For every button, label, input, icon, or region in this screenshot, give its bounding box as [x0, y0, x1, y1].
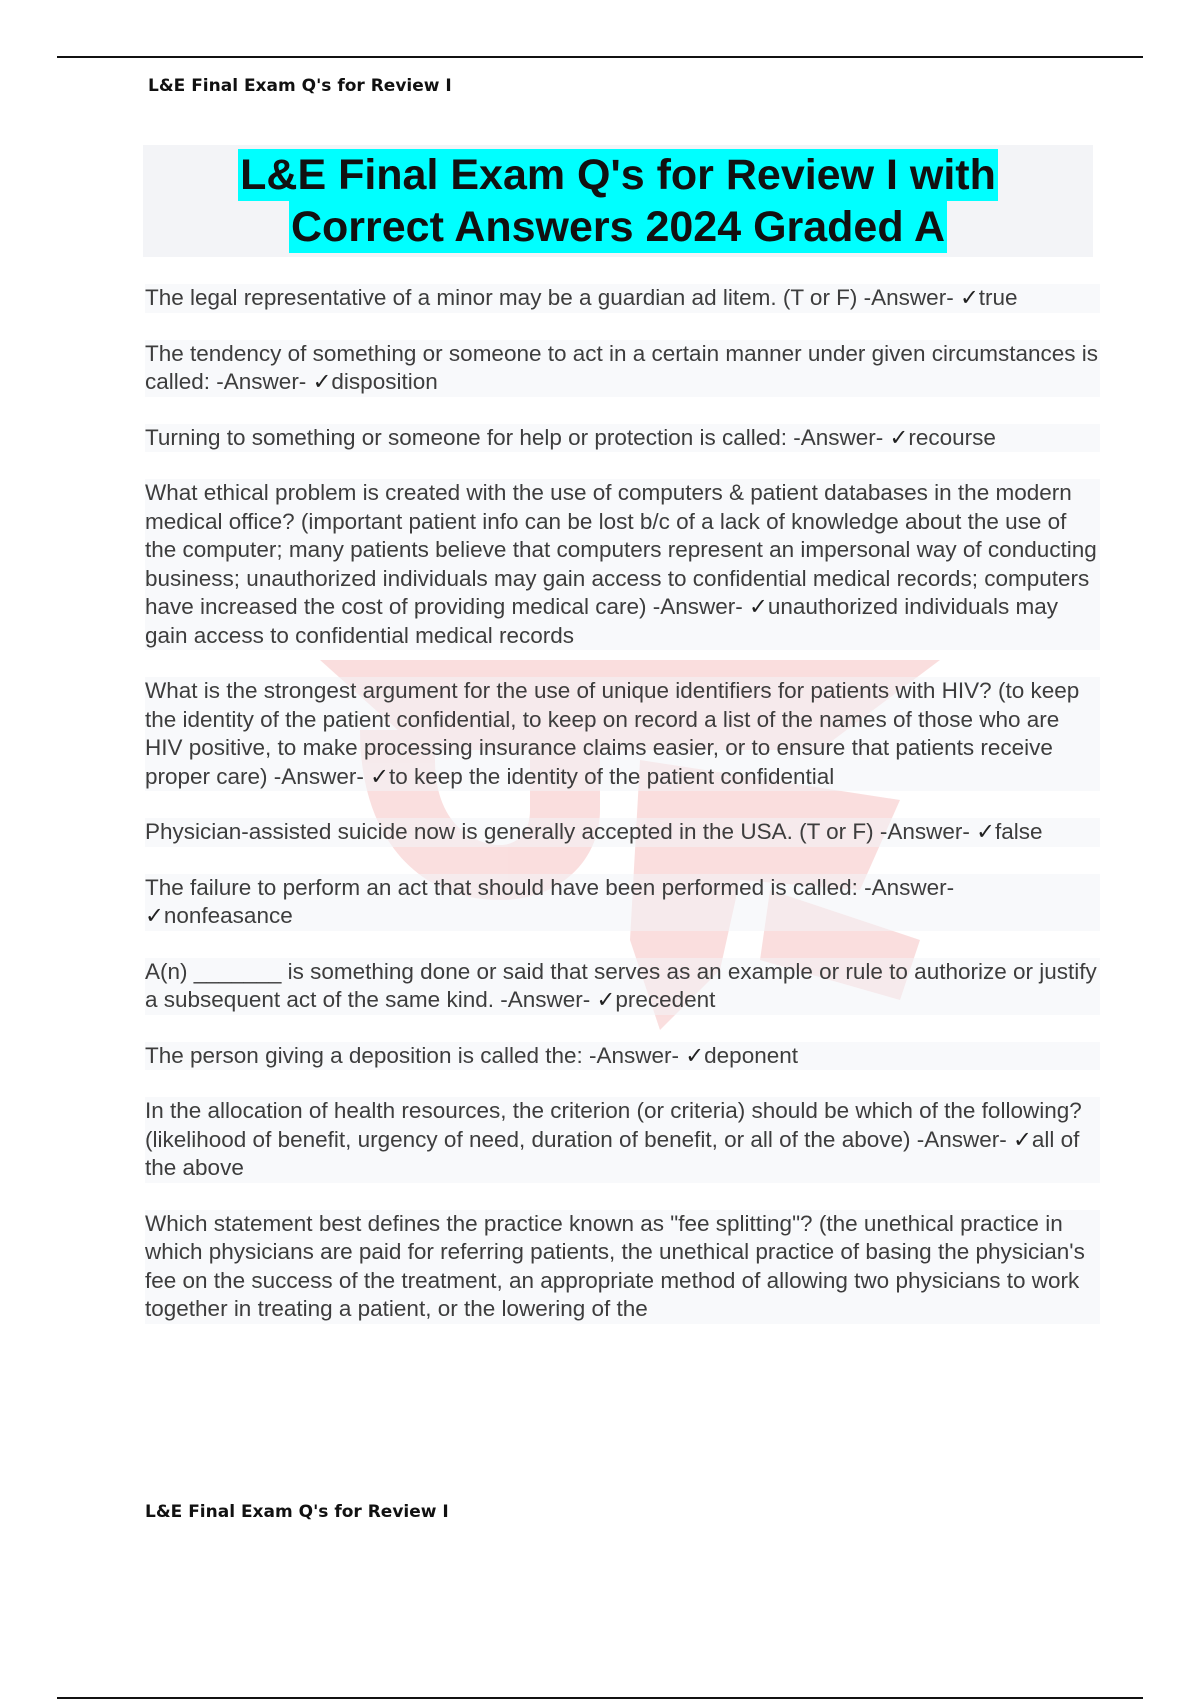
qa-item: [145, 874, 1100, 931]
answer-text: disposition: [331, 369, 438, 394]
qa-item: [145, 424, 1100, 453]
qa-item: [145, 340, 1100, 397]
qa-item: [145, 958, 1100, 1015]
top-rule: [57, 56, 1143, 58]
qa-item: [145, 1210, 1100, 1324]
question-text: The tendency of something or someone to act in a certain manner under given circumstances is called: -Answer-: [145, 340, 1098, 394]
check-mark: ✓: [749, 594, 768, 619]
question-text: A(n) _______ is something done or said that serves as an example or rule to authorize or justify a subsequent act of the same kind. -Answer-: [145, 958, 1097, 1012]
answer-text: precedent: [615, 987, 716, 1012]
answer-text: all of the above: [145, 1126, 1080, 1180]
qa-item: [145, 818, 1100, 847]
answer-text: nonfeasance: [163, 903, 293, 928]
check-mark: ✓: [976, 819, 996, 844]
check-mark: ✓: [959, 285, 979, 310]
qa-list: [145, 284, 1100, 1351]
qa-item: [145, 1097, 1100, 1183]
answer-text: unauthorized individuals may gain access to confidential medical records: [145, 594, 1059, 648]
running-header: L&E Final Exam Q's for Review I: [148, 76, 452, 96]
qa-item: [145, 284, 1100, 313]
check-mark: ✓: [1013, 1126, 1032, 1152]
question-text: Turning to something or someone for help or protection is called: -Answer-: [145, 424, 890, 450]
title-line-2: Correct Answers 2024 Graded A: [290, 203, 946, 251]
check-mark: ✓: [685, 1042, 705, 1068]
question-text: The failure to perform an act that should have been performed is called: -Answer-: [145, 874, 955, 900]
answer-text: true: [978, 285, 1018, 310]
running-footer: L&E Final Exam Q's for Review I: [145, 1502, 449, 1522]
bottom-rule: [57, 1697, 1143, 1699]
check-mark: ✓: [312, 369, 332, 394]
qa-item: [145, 479, 1100, 650]
question-text: In the allocation of health resources, the criterion (or criteria) should be which of the following? (likelihood of benefit, urgency of need, duration of benefit, or all of the above) -Answer-: [145, 1098, 1082, 1152]
question-text: What ethical problem is created with the use of computers & patient databases in the modern medical office? (important patient info can be lost b/c of a lack of knowledge about the use of the computer; many patients believe that computers represent an impersonal way of conducting business; unauthorized individuals may gain access to confidential medical records; computers have increased the cost of providing medical care) -Answer-: [145, 480, 1097, 619]
answer-text: recourse: [908, 424, 996, 450]
question-text: The person giving a deposition is called the: -Answer-: [145, 1042, 686, 1068]
check-mark: ✓: [889, 424, 909, 450]
document-title: [143, 145, 1093, 257]
title-line-1: L&E Final Exam Q's for Review I with: [240, 151, 996, 199]
answer-text: to keep the identity of the patient confidential: [388, 763, 835, 789]
check-mark: ✓: [145, 903, 164, 928]
answer-text: false: [995, 819, 1043, 844]
qa-item: [145, 677, 1100, 791]
check-mark: ✓: [596, 987, 616, 1012]
question-text: The legal representative of a minor may be a guardian ad litem. (T or F) -Answer-: [145, 285, 960, 310]
check-mark: ✓: [370, 763, 389, 789]
question-text: Which statement best defines the practice known as "fee splitting"? (the unethical practice in which physicians are paid for referring patients, the unethical practice of basing the physician's fee on the success of the treatment, an appropriate method of allowing two physicians to work together in treating a patient, or the lowering of the: [145, 1210, 1085, 1321]
qa-item: [145, 1042, 1100, 1071]
answer-text: deponent: [704, 1042, 799, 1068]
question-text: What is the strongest argument for the use of unique identifiers for patients with HIV? (to keep the identity of the patient confidential, to keep on record a list of the names of those who are HIV positive, to make processing insurance claims easier, or to ensure that patients receive proper care) -Answer-: [145, 678, 1080, 789]
question-text: Physician-assisted suicide now is generally accepted in the USA. (T or F) -Answer-: [145, 819, 977, 844]
